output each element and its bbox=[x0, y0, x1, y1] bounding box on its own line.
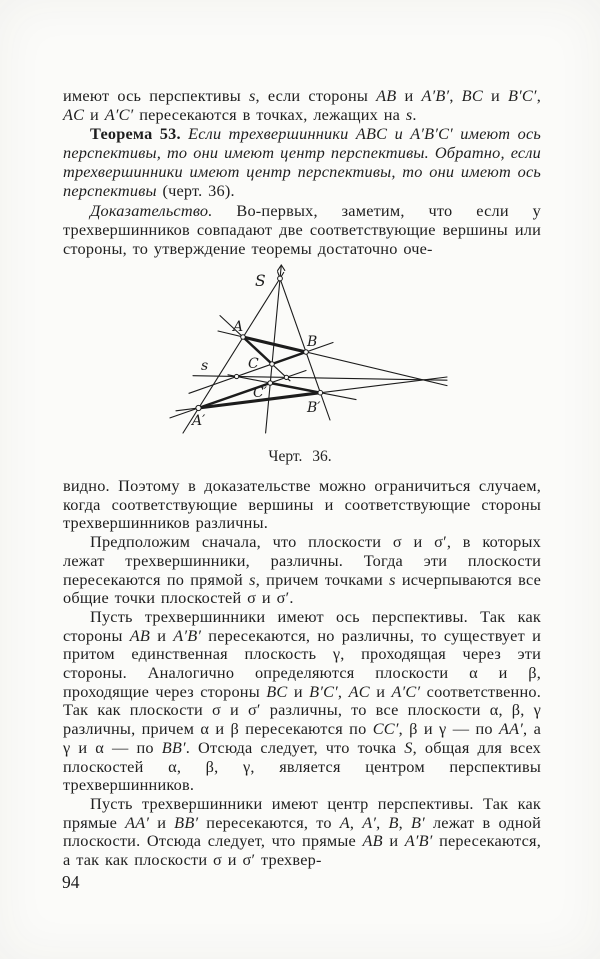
text-segment: и bbox=[287, 681, 310, 701]
point-A1 bbox=[196, 405, 201, 410]
text-segment: , β и γ — по bbox=[398, 719, 499, 739]
text-segment: и bbox=[396, 86, 422, 105]
text-segment: A′C′ bbox=[104, 105, 134, 125]
text-segment: , bbox=[536, 86, 541, 105]
text-segment: AC bbox=[348, 681, 370, 701]
text-segment: пересекаются в точках, лежащих на bbox=[133, 105, 406, 125]
text-segment: AB bbox=[129, 625, 151, 645]
text-segment: A′B′ bbox=[404, 831, 433, 851]
text-segment: Если трехвершинники ABC и A′B′C′ имеют ось перспективы, то они имеют центр перспективы. Обратно, если трехвершинники имеют центр перспективы, то они имеют ось перспективы bbox=[63, 124, 541, 201]
text-segment: s bbox=[248, 86, 256, 105]
text-segment: , если стороны bbox=[255, 86, 377, 105]
text-segment: A′B′ bbox=[173, 625, 202, 645]
label-A: A bbox=[233, 319, 244, 335]
paragraph bbox=[63, 477, 541, 533]
text-segment: CC′ bbox=[372, 719, 399, 739]
text-segment: , причем точками bbox=[255, 569, 390, 589]
text-segment: пересекаются, то bbox=[198, 812, 340, 832]
label-axis-s: s bbox=[201, 358, 209, 374]
text-segment: B bbox=[388, 812, 399, 832]
text-segment: и bbox=[84, 105, 105, 125]
paragraph bbox=[63, 86, 541, 124]
text-segment: A′ bbox=[362, 812, 377, 832]
text-segment: пересекаются, но различны, то существует и притом единственная плоскость γ, проходящая через эти стороны. Аналогично определяются плоскости α и β, проходящие через стороны bbox=[63, 625, 541, 701]
text-segment: BB′ bbox=[161, 737, 186, 757]
text-segment: исчерпываются все общие точки плоскостей σ и σ′. bbox=[63, 569, 542, 608]
text-segment: , bbox=[337, 681, 349, 701]
label-S: S bbox=[255, 272, 266, 290]
text-segment: Теорема 53. bbox=[90, 124, 189, 144]
paragraph bbox=[63, 608, 541, 795]
text-segment: S bbox=[404, 737, 413, 757]
label-C: C bbox=[248, 356, 259, 372]
text-segment: и bbox=[482, 86, 508, 105]
text-block-top bbox=[63, 86, 541, 258]
point-C bbox=[270, 362, 275, 367]
label-C1: C′ bbox=[253, 385, 267, 401]
text-segment: AA′ bbox=[498, 719, 524, 739]
text-segment: BC bbox=[266, 681, 288, 701]
paragraph bbox=[63, 201, 541, 258]
text-segment: Во-первых, заметим, что если у трехвершинников совпадают две соответствующие вершины или стороны, то утверждение теоремы достаточно оче- bbox=[63, 200, 542, 258]
text-segment: , а γ и α — по bbox=[63, 719, 542, 757]
paragraph bbox=[63, 533, 541, 608]
text-segment: BB′ bbox=[174, 812, 199, 832]
desargues-diagram bbox=[130, 256, 470, 442]
paragraph bbox=[63, 124, 541, 200]
page-number: 94 bbox=[62, 872, 80, 892]
text-segment: AB bbox=[362, 831, 383, 851]
text-segment: A′B′ bbox=[421, 86, 450, 105]
text-segment: соответственно. Так как плоскости σ и σ′ различны, то все плоскости α, β, γ различны, причем α и β пересекаются по bbox=[63, 681, 541, 739]
text-segment: видно. Поэтому в доказательстве можно ограничиться случаем, когда соответствующие вершины и соответствующие стороны трехвершинников различны. bbox=[63, 476, 541, 533]
figure-caption: Черт. 36. bbox=[268, 448, 332, 465]
side-BC bbox=[272, 352, 306, 364]
paragraph bbox=[63, 795, 541, 870]
text-segment: AB bbox=[376, 86, 397, 105]
text-segment: AC bbox=[63, 105, 85, 125]
text-segment: пересекаются, а так как плоскости σ и σ′ трехвер- bbox=[63, 831, 541, 870]
text-segment: A bbox=[339, 812, 350, 832]
text-segment: s bbox=[405, 105, 413, 125]
text-segment: и bbox=[150, 625, 174, 645]
point-B1 bbox=[318, 390, 323, 395]
figure-chert-36 bbox=[130, 256, 470, 466]
text-segment: s bbox=[389, 569, 396, 589]
text-segment: и bbox=[382, 831, 405, 851]
text-segment: B′C′ bbox=[309, 681, 338, 701]
text-segment: B′ bbox=[410, 812, 425, 832]
text-segment: A′C′ bbox=[391, 681, 421, 701]
point-B bbox=[304, 350, 309, 355]
text-block-bottom bbox=[63, 477, 541, 870]
text-segment: Доказательство. bbox=[90, 200, 237, 220]
text-segment: B′C′ bbox=[507, 86, 537, 105]
text-segment: Предположим сначала, что плоскости σ и σ′, в которых лежат трехвершинники, различны. Тогда эти плоскости пересекаются по прямой bbox=[63, 532, 541, 589]
side-B1C1 bbox=[270, 383, 320, 393]
point-C1 bbox=[268, 381, 273, 386]
ray-S-C-C1 bbox=[266, 265, 282, 433]
text-segment: . Отсюда следует, что точка bbox=[185, 737, 405, 757]
label-B1: B′ bbox=[307, 400, 321, 416]
text-segment: . bbox=[412, 105, 417, 125]
point-A bbox=[241, 335, 246, 340]
text-segment: лежат в одной плоскости. Отсюда следует, что прямые bbox=[63, 812, 541, 851]
text-segment: , общая для всех плоскостей α, β, γ, является центром перспективы трехвершинников. bbox=[63, 737, 541, 795]
text-segment: имеют ось перспективы bbox=[63, 86, 249, 105]
text-segment: AA′ bbox=[125, 812, 150, 832]
point-BC-B1C1 bbox=[235, 374, 239, 378]
label-A1: A′ bbox=[192, 413, 206, 429]
text-segment: , bbox=[449, 86, 462, 105]
text-segment: , bbox=[398, 812, 411, 832]
text-segment: (черт. 36). bbox=[162, 181, 235, 201]
text-segment: Пусть трехвершинники имеют ось перспективы. Так как стороны bbox=[63, 606, 541, 645]
text-segment: , bbox=[376, 812, 389, 832]
text-segment: Пусть трехвершинники имеют центр перспективы. Так как прямые bbox=[63, 793, 541, 832]
text-segment: , bbox=[349, 812, 363, 832]
point-AC-A1C1 bbox=[284, 375, 288, 379]
text-segment: BC bbox=[461, 86, 483, 105]
text-segment: s bbox=[249, 569, 256, 589]
point-S bbox=[278, 276, 283, 281]
text-segment: и bbox=[149, 812, 175, 832]
text-segment: и bbox=[369, 681, 392, 701]
label-B: B bbox=[307, 334, 318, 350]
